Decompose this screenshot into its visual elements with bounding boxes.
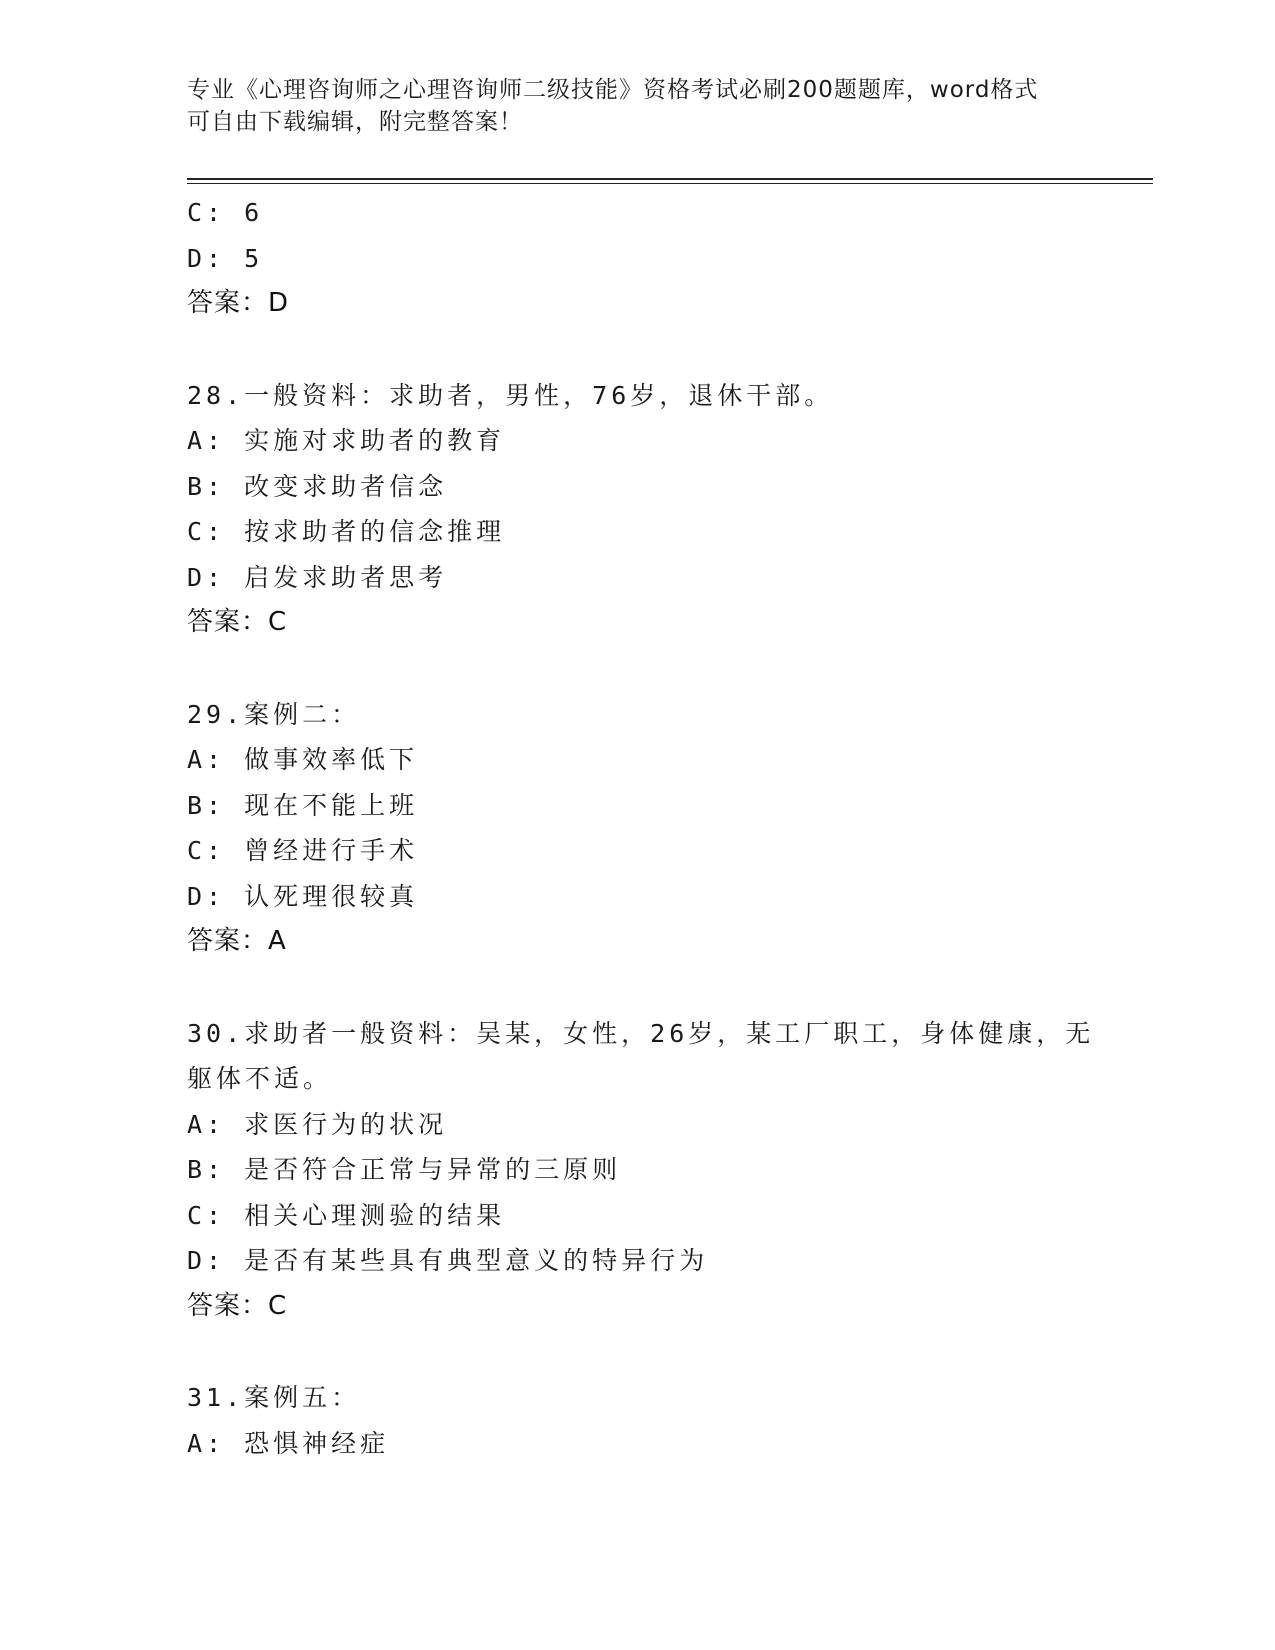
option-b: B: 是否符合正常与异常的三原则 xyxy=(187,1155,622,1184)
option-a: A: 恐惧神经症 xyxy=(187,1428,390,1458)
option-c: C: 相关心理测验的结果 xyxy=(187,1200,506,1230)
option-a: A: 实施对求助者的教育 xyxy=(187,426,506,455)
option-d: D: 5 xyxy=(187,243,264,273)
option-d: D: 启发求助者思考 xyxy=(187,562,448,592)
answer-line: 答案：C xyxy=(187,607,288,637)
question-list xyxy=(187,190,1095,1466)
option-c: C: 6 xyxy=(187,198,264,227)
question-28 xyxy=(187,373,1087,646)
answer-line: 答案：A xyxy=(187,926,287,956)
answer-line: 答案：D xyxy=(187,288,290,318)
question-stem: 29.案例二： xyxy=(187,699,361,729)
header-line-2: 可自由下载编辑，附完整答案！ xyxy=(187,109,523,135)
question-30 xyxy=(187,1011,1095,1330)
question-31 xyxy=(187,1375,1087,1466)
question-27-fragment xyxy=(187,190,1087,327)
header-divider-thick xyxy=(187,178,1153,180)
option-c: C: 按求助者的信念推理 xyxy=(187,517,506,546)
document-header xyxy=(187,74,1087,138)
question-stem: 28.一般资料：求助者，男性，76岁，退休干部。 xyxy=(187,380,834,410)
option-a: A: 求医行为的状况 xyxy=(187,1109,448,1139)
header-divider-thin xyxy=(187,183,1153,184)
question-stem-line-1: 30.求助者一般资料：吴某，女性，26岁，某工厂职工，身体健康，无 xyxy=(187,1018,1095,1048)
option-d: D: 认死理很较真 xyxy=(187,881,419,911)
option-c: C: 曾经进行手术 xyxy=(187,836,419,865)
answer-line: 答案：C xyxy=(187,1290,288,1321)
option-a: A: 做事效率低下 xyxy=(187,745,419,774)
header-line-1: 专业《心理咨询师之心理咨询师二级技能》资格考试必刷200题题库，word格式 xyxy=(187,77,1039,103)
question-stem: 31.案例五： xyxy=(187,1383,361,1412)
option-b: B: 改变求助者信念 xyxy=(187,471,448,501)
question-stem-line-2: 躯体不适。 xyxy=(187,1064,333,1093)
option-b: B: 现在不能上班 xyxy=(187,790,419,820)
question-29 xyxy=(187,692,1087,965)
option-d: D: 是否有某些具有典型意义的特异行为 xyxy=(187,1246,709,1275)
